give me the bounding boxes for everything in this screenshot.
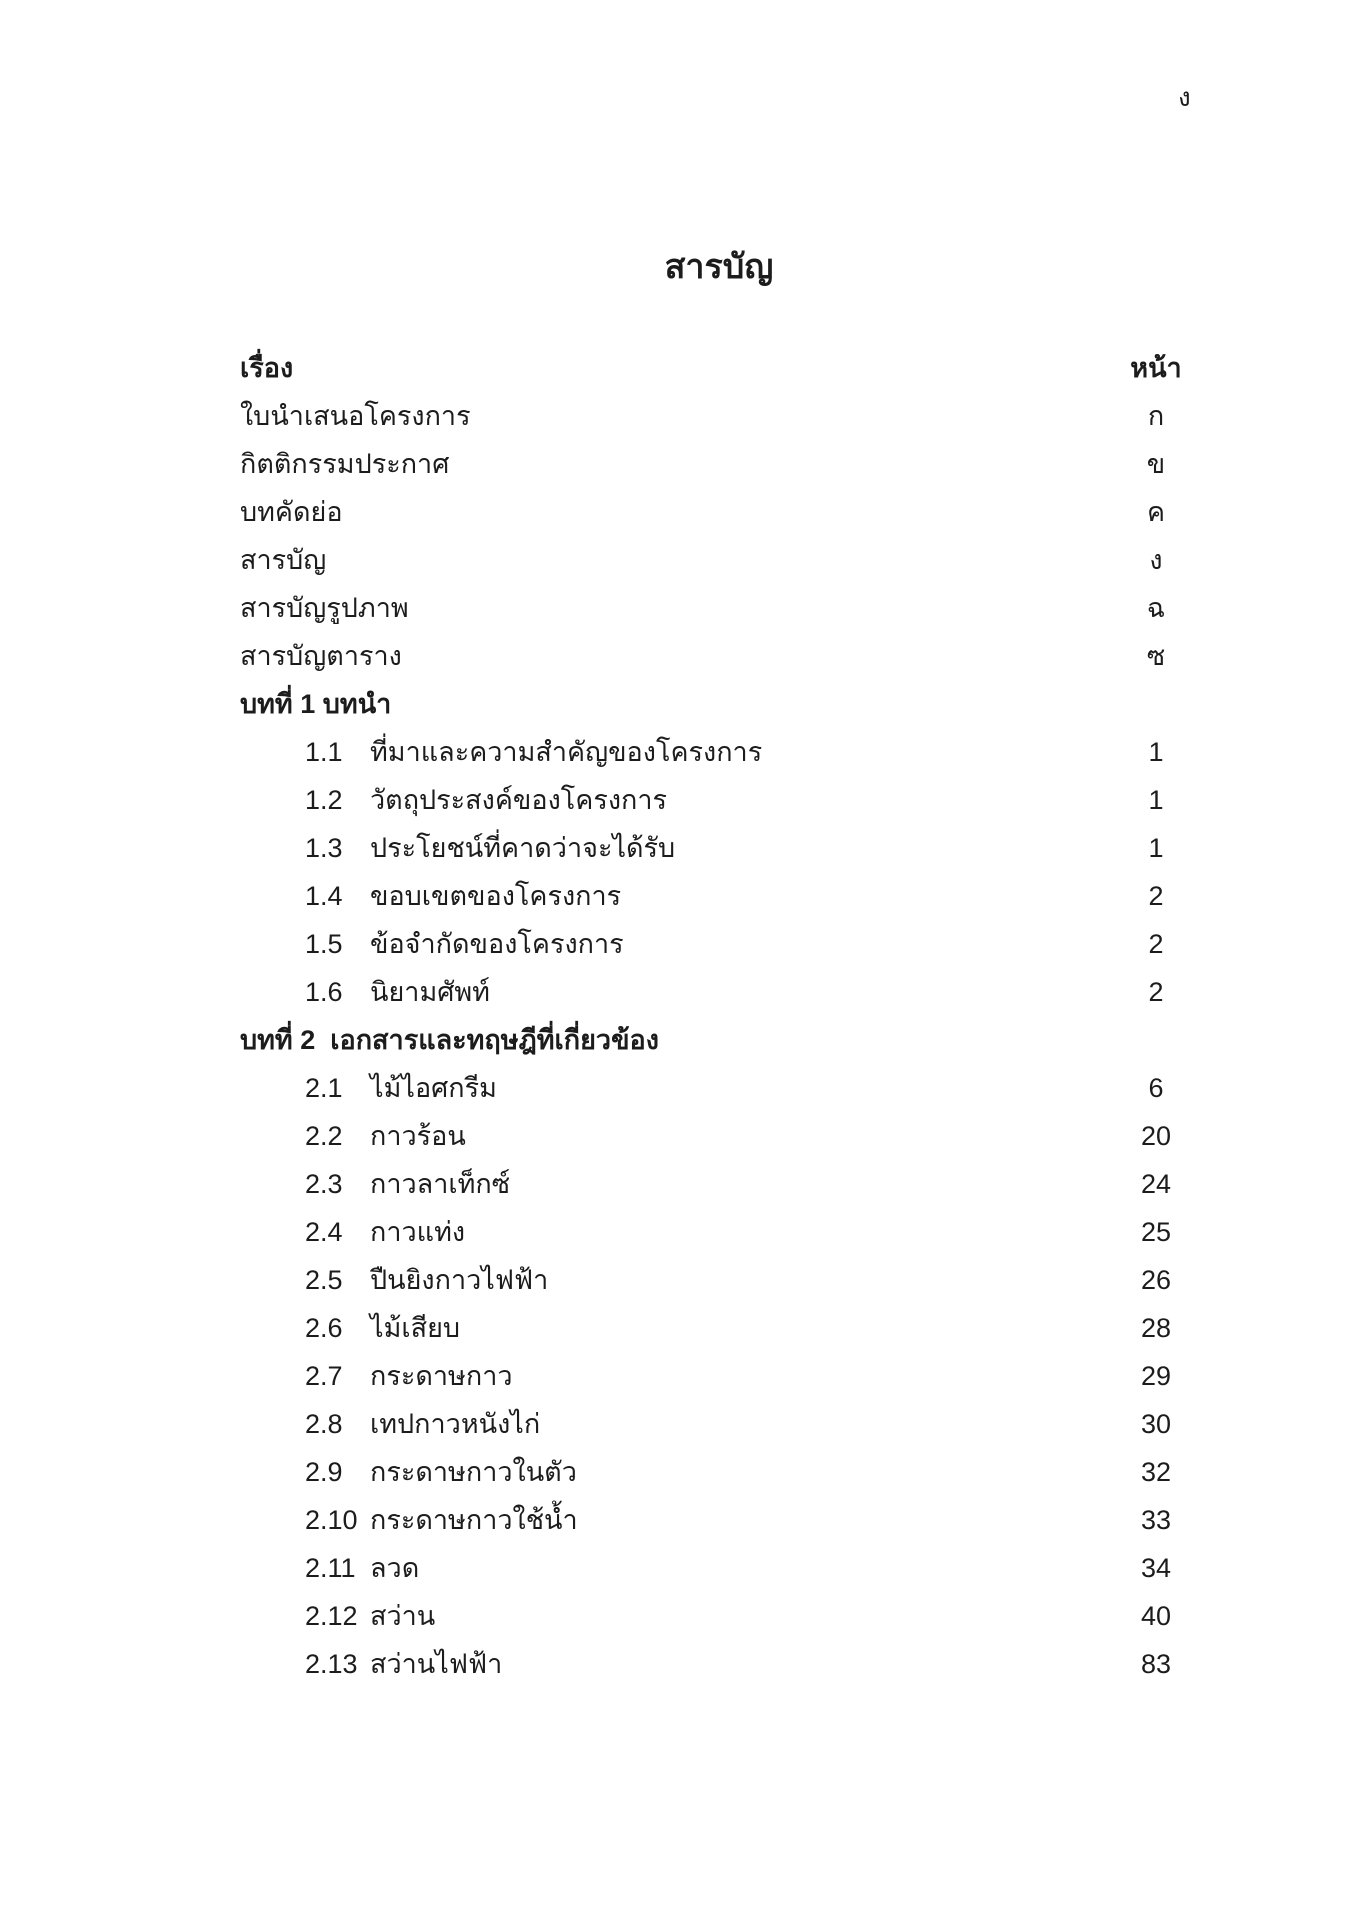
toc-item-label: เทปกาวหนังไก่ — [370, 1409, 541, 1439]
toc-item-label: กระดาษกาวใช้น้ำ — [370, 1505, 578, 1535]
toc-item-page: ฉ — [1146, 593, 1166, 623]
toc-item-page: 83 — [1140, 1649, 1172, 1679]
toc-item-label: นิยามศัพท์ — [370, 977, 490, 1007]
toc-item-label: ลวด — [370, 1553, 420, 1583]
toc-item-label: กระดาษกาว — [370, 1361, 513, 1391]
toc-row — [240, 1640, 1198, 1688]
toc-row — [240, 1016, 1198, 1064]
toc-item-number: 1.2 — [305, 785, 343, 815]
toc-item-number: 2.1 — [305, 1073, 343, 1103]
toc-row — [240, 1064, 1198, 1112]
toc-item-label: กระดาษกาวในตัว — [370, 1457, 577, 1487]
toc-item-page: 2 — [1148, 929, 1164, 959]
toc-item-page: 2 — [1148, 977, 1164, 1007]
toc-item-label: ประโยชน์ที่คาดว่าจะได้รับ — [370, 833, 676, 863]
toc-row — [240, 1544, 1198, 1592]
toc-row — [240, 1352, 1198, 1400]
toc-item-page: 20 — [1140, 1121, 1172, 1151]
toc-item-label: กิตติกรรมประกาศ — [240, 449, 450, 479]
toc-row — [240, 680, 1198, 728]
toc-row — [240, 1400, 1198, 1448]
toc-row — [240, 1592, 1198, 1640]
toc-row — [240, 728, 1198, 776]
toc-item-label: ไม้เสียบ — [370, 1313, 461, 1343]
toc-item-label: ใบนำเสนอโครงการ — [240, 401, 471, 431]
toc-rows-container — [240, 392, 1198, 1688]
toc-row — [240, 968, 1198, 1016]
toc-row — [240, 536, 1198, 584]
toc-item-label: สารบัญรูปภาพ — [240, 593, 409, 623]
toc-item-page: ข — [1146, 449, 1166, 479]
toc-item-page: 6 — [1148, 1073, 1164, 1103]
toc-header-subject: เรื่อง — [240, 353, 294, 383]
toc-item-number: 2.10 — [305, 1505, 358, 1535]
toc-header-row — [240, 344, 1198, 392]
toc-row — [240, 1448, 1198, 1496]
toc-item-label: สว่านไฟฟ้า — [370, 1649, 503, 1679]
toc-item-page: 1 — [1148, 785, 1164, 815]
toc-item-page: 1 — [1148, 737, 1164, 767]
toc-item-number: 1.4 — [305, 881, 343, 911]
toc-row — [240, 824, 1198, 872]
toc-item-number: 2.7 — [305, 1361, 343, 1391]
toc-item-number: 2.8 — [305, 1409, 343, 1439]
toc-header-page: หน้า — [1130, 353, 1182, 383]
toc-item-number: 2.9 — [305, 1457, 343, 1487]
toc-item-page: ค — [1146, 497, 1166, 527]
toc-item-label: ขอบเขตของโครงการ — [370, 881, 622, 911]
toc-item-number: 1.5 — [305, 929, 343, 959]
toc-item-page: 34 — [1140, 1553, 1172, 1583]
toc-item-page: 2 — [1148, 881, 1164, 911]
toc-item-label: กาวลาเท็กซ์ — [370, 1169, 511, 1199]
toc-row — [240, 632, 1198, 680]
toc-row — [240, 1256, 1198, 1304]
toc-item-label: สารบัญ — [240, 545, 327, 575]
toc-item-number: 1.6 — [305, 977, 343, 1007]
toc-item-label: สารบัญตาราง — [240, 641, 402, 671]
toc-item-page: ง — [1149, 545, 1163, 575]
toc-item-label: ที่มาและความสำคัญของโครงการ — [370, 737, 763, 767]
toc-item-label: ข้อจำกัดของโครงการ — [370, 929, 624, 959]
toc-item-label: สว่าน — [370, 1601, 436, 1631]
toc-row — [240, 1160, 1198, 1208]
toc-item-label: ปืนยิงกาวไฟฟ้า — [370, 1265, 549, 1295]
corner-page-number: ง — [1178, 82, 1191, 112]
toc-row — [240, 1304, 1198, 1352]
toc-item-number: 1.3 — [305, 833, 343, 863]
toc-item-number: 2.12 — [305, 1601, 358, 1631]
toc-item-label: บทที่ 1 บทนำ — [240, 689, 392, 719]
toc-item-page: 33 — [1140, 1505, 1172, 1535]
toc-item-page: 32 — [1140, 1457, 1172, 1487]
toc-item-page: ก — [1147, 401, 1165, 431]
toc-row — [240, 1112, 1198, 1160]
toc-row — [240, 1496, 1198, 1544]
toc-row — [240, 488, 1198, 536]
toc-item-page: 40 — [1140, 1601, 1172, 1631]
toc-item-page: 25 — [1140, 1217, 1172, 1247]
toc-item-number: 2.2 — [305, 1121, 343, 1151]
toc-row — [240, 440, 1198, 488]
toc-item-label: ไม้ไอศกรีม — [370, 1073, 497, 1103]
toc-item-page: 1 — [1148, 833, 1164, 863]
toc-item-label: วัตถุประสงค์ของโครงการ — [370, 785, 668, 815]
toc-item-number: 2.5 — [305, 1265, 343, 1295]
toc-item-number: 2.6 — [305, 1313, 343, 1343]
toc-item-label: บทที่ 2 เอกสารและทฤษฎีที่เกี่ยวข้อง — [240, 1025, 659, 1055]
toc-item-number: 2.13 — [305, 1649, 358, 1679]
toc-item-label: กาวร้อน — [370, 1121, 466, 1151]
toc-row — [240, 872, 1198, 920]
toc-item-page: 24 — [1140, 1169, 1172, 1199]
toc-row — [240, 392, 1198, 440]
toc-row — [240, 920, 1198, 968]
toc-item-label: บทคัดย่อ — [240, 497, 343, 527]
table-of-contents — [240, 344, 1198, 1688]
toc-item-number: 2.3 — [305, 1169, 343, 1199]
toc-item-number: 1.1 — [305, 737, 343, 767]
toc-row — [240, 1208, 1198, 1256]
toc-item-label: กาวแท่ง — [370, 1217, 466, 1247]
page-title: สารบัญ — [664, 248, 774, 286]
toc-item-number: 2.4 — [305, 1217, 343, 1247]
toc-item-page: 30 — [1140, 1409, 1172, 1439]
toc-row — [240, 584, 1198, 632]
toc-item-page: 28 — [1140, 1313, 1172, 1343]
toc-item-number: 2.11 — [305, 1553, 356, 1583]
toc-item-page: ซ — [1146, 641, 1166, 671]
toc-item-page: 26 — [1140, 1265, 1172, 1295]
toc-row — [240, 776, 1198, 824]
toc-item-page: 29 — [1140, 1361, 1172, 1391]
